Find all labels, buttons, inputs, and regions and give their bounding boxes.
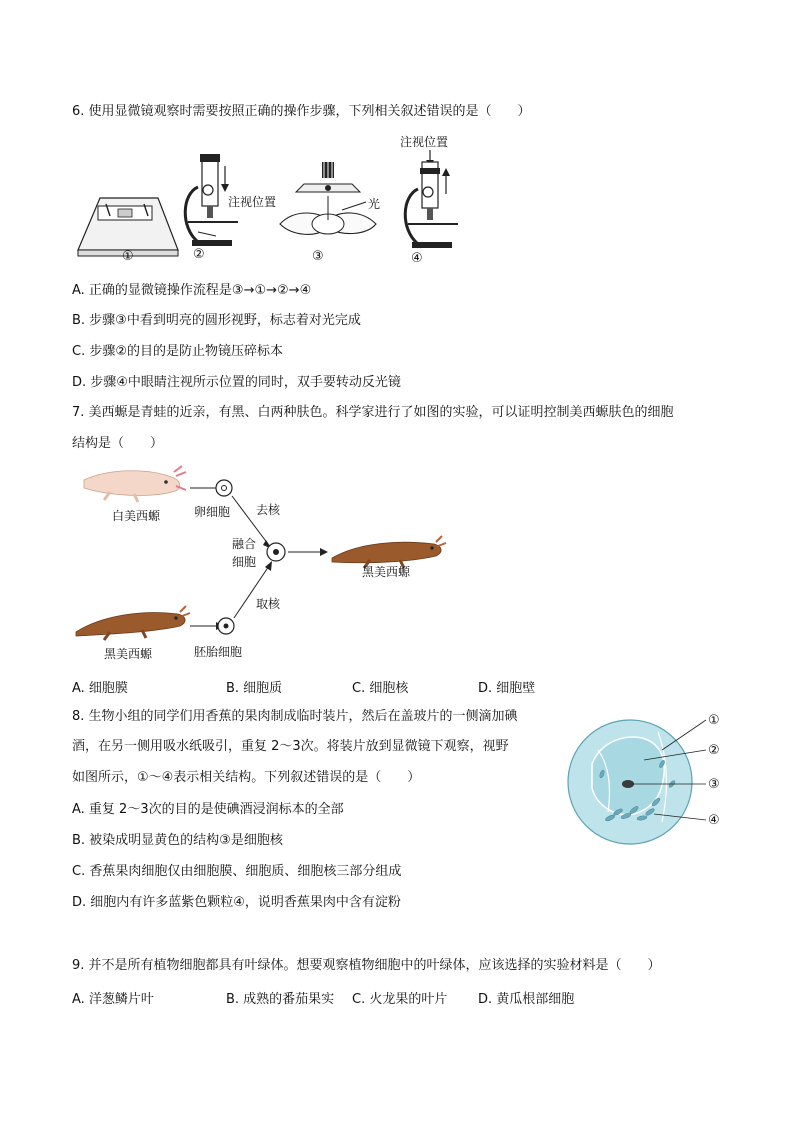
q8-banana-cell-figure xyxy=(562,704,738,850)
step-4-label: ④ xyxy=(411,251,423,266)
fused-cell-label-2: 细胞 xyxy=(232,555,257,569)
q8-option-a[interactable]: A. 重复 2～3次的目的是使碘酒浸润标本的全部 xyxy=(72,802,344,817)
black-axolotl-label: 黑美西螈 xyxy=(104,647,153,661)
black-axolotl-result-image xyxy=(332,536,446,568)
label-3: ③ xyxy=(708,777,720,792)
q7-stem-line2: 结构是（ ） xyxy=(72,436,164,451)
q6-option-d[interactable]: D. 步骤④中眼睛注视所示位置的同时，双手要转动反光镜 xyxy=(72,375,401,390)
q9-option-a[interactable]: A. 洋葱鳞片叶 xyxy=(72,992,154,1007)
q9-option-c[interactable]: C. 火龙果的叶片 xyxy=(352,992,448,1007)
step-2-label: ② xyxy=(193,247,205,262)
fused-cell-label-1: 融合 xyxy=(232,537,257,551)
q6-microscope-figure xyxy=(70,132,490,272)
step3-hands-icon xyxy=(280,162,376,234)
q7-option-d[interactable]: D. 细胞壁 xyxy=(478,681,536,696)
q8-option-d[interactable]: D. 细胞内有许多蓝紫色颗粒④，说明香蕉果肉中含有淀粉 xyxy=(72,895,401,910)
take-nucleus-label: 取核 xyxy=(256,597,281,611)
q6-option-a[interactable]: A. 正确的显微镜操作流程是③→①→②→④ xyxy=(72,283,312,298)
label-1: ① xyxy=(708,713,720,728)
label-gaze-side: 注视位置 xyxy=(228,195,277,209)
q6-option-b[interactable]: B. 步骤③中看到明亮的圆形视野，标志着对光完成 xyxy=(72,313,361,328)
q8-stem-line2: 酒，在另一侧用吸水纸吸引，重复 2～3次。将装片放到显微镜下观察，视野 xyxy=(72,739,509,754)
black-axolotl-image xyxy=(76,606,190,640)
white-axolotl-label: 白美西螈 xyxy=(112,509,161,523)
step-1-label: ① xyxy=(122,249,134,264)
label-2: ② xyxy=(708,743,720,758)
remove-nucleus-label: 去核 xyxy=(256,503,281,517)
white-axolotl-image xyxy=(84,466,186,502)
q7-stem-line1: 7. 美西螈是青蛙的近亲，有黑、白两种肤色。科学家进行了如图的实验，可以证明控制美西螈肤色的细胞 xyxy=(72,405,674,420)
q8-option-b[interactable]: B. 被染成明显黄色的结构③是细胞核 xyxy=(72,833,283,848)
black-axolotl-result-label: 黑美西螈 xyxy=(362,565,411,579)
q6-option-c[interactable]: C. 步骤②的目的是防止物镜压碎标本 xyxy=(72,344,283,359)
embryo-cell-label: 胚胎细胞 xyxy=(194,645,243,659)
q7-option-a[interactable]: A. 细胞膜 xyxy=(72,681,128,696)
q7-nucleus-transfer-figure xyxy=(70,462,460,668)
q9-stem: 9. 并不是所有植物细胞都具有叶绿体。想要观察植物细胞中的叶绿体，应该选择的实验材料是（ ） xyxy=(72,958,661,973)
q9-option-b[interactable]: B. 成熟的番茄果实 xyxy=(226,992,335,1007)
q7-option-b[interactable]: B. 细胞质 xyxy=(226,681,283,696)
q9-option-d[interactable]: D. 黄瓜根部细胞 xyxy=(478,992,575,1007)
q7-option-c[interactable]: C. 细胞核 xyxy=(352,681,409,696)
step4-microscope-icon xyxy=(405,150,458,248)
egg-cell-label: 卵细胞 xyxy=(194,505,231,519)
label-4: ④ xyxy=(708,813,720,828)
q6-stem: 6. 使用显微镜观察时需要按照正确的操作步骤，下列相关叙述错误的是（ ） xyxy=(72,104,531,119)
q8-stem-line3: 如图所示，①～④表示相关结构。下列叙述错误的是（ ） xyxy=(72,770,421,785)
label-light: 光 xyxy=(368,197,381,211)
step1-slide-icon xyxy=(78,198,178,256)
step-3-label: ③ xyxy=(312,249,324,264)
label-gaze-top: 注视位置 xyxy=(400,135,449,149)
q8-option-c[interactable]: C. 香蕉果肉细胞仅由细胞膜、细胞质、细胞核三部分组成 xyxy=(72,864,402,879)
q8-stem-line1: 8. 生物小组的同学们用香蕉的果肉制成临时装片，然后在盖玻片的一侧滴加碘 xyxy=(72,709,518,724)
